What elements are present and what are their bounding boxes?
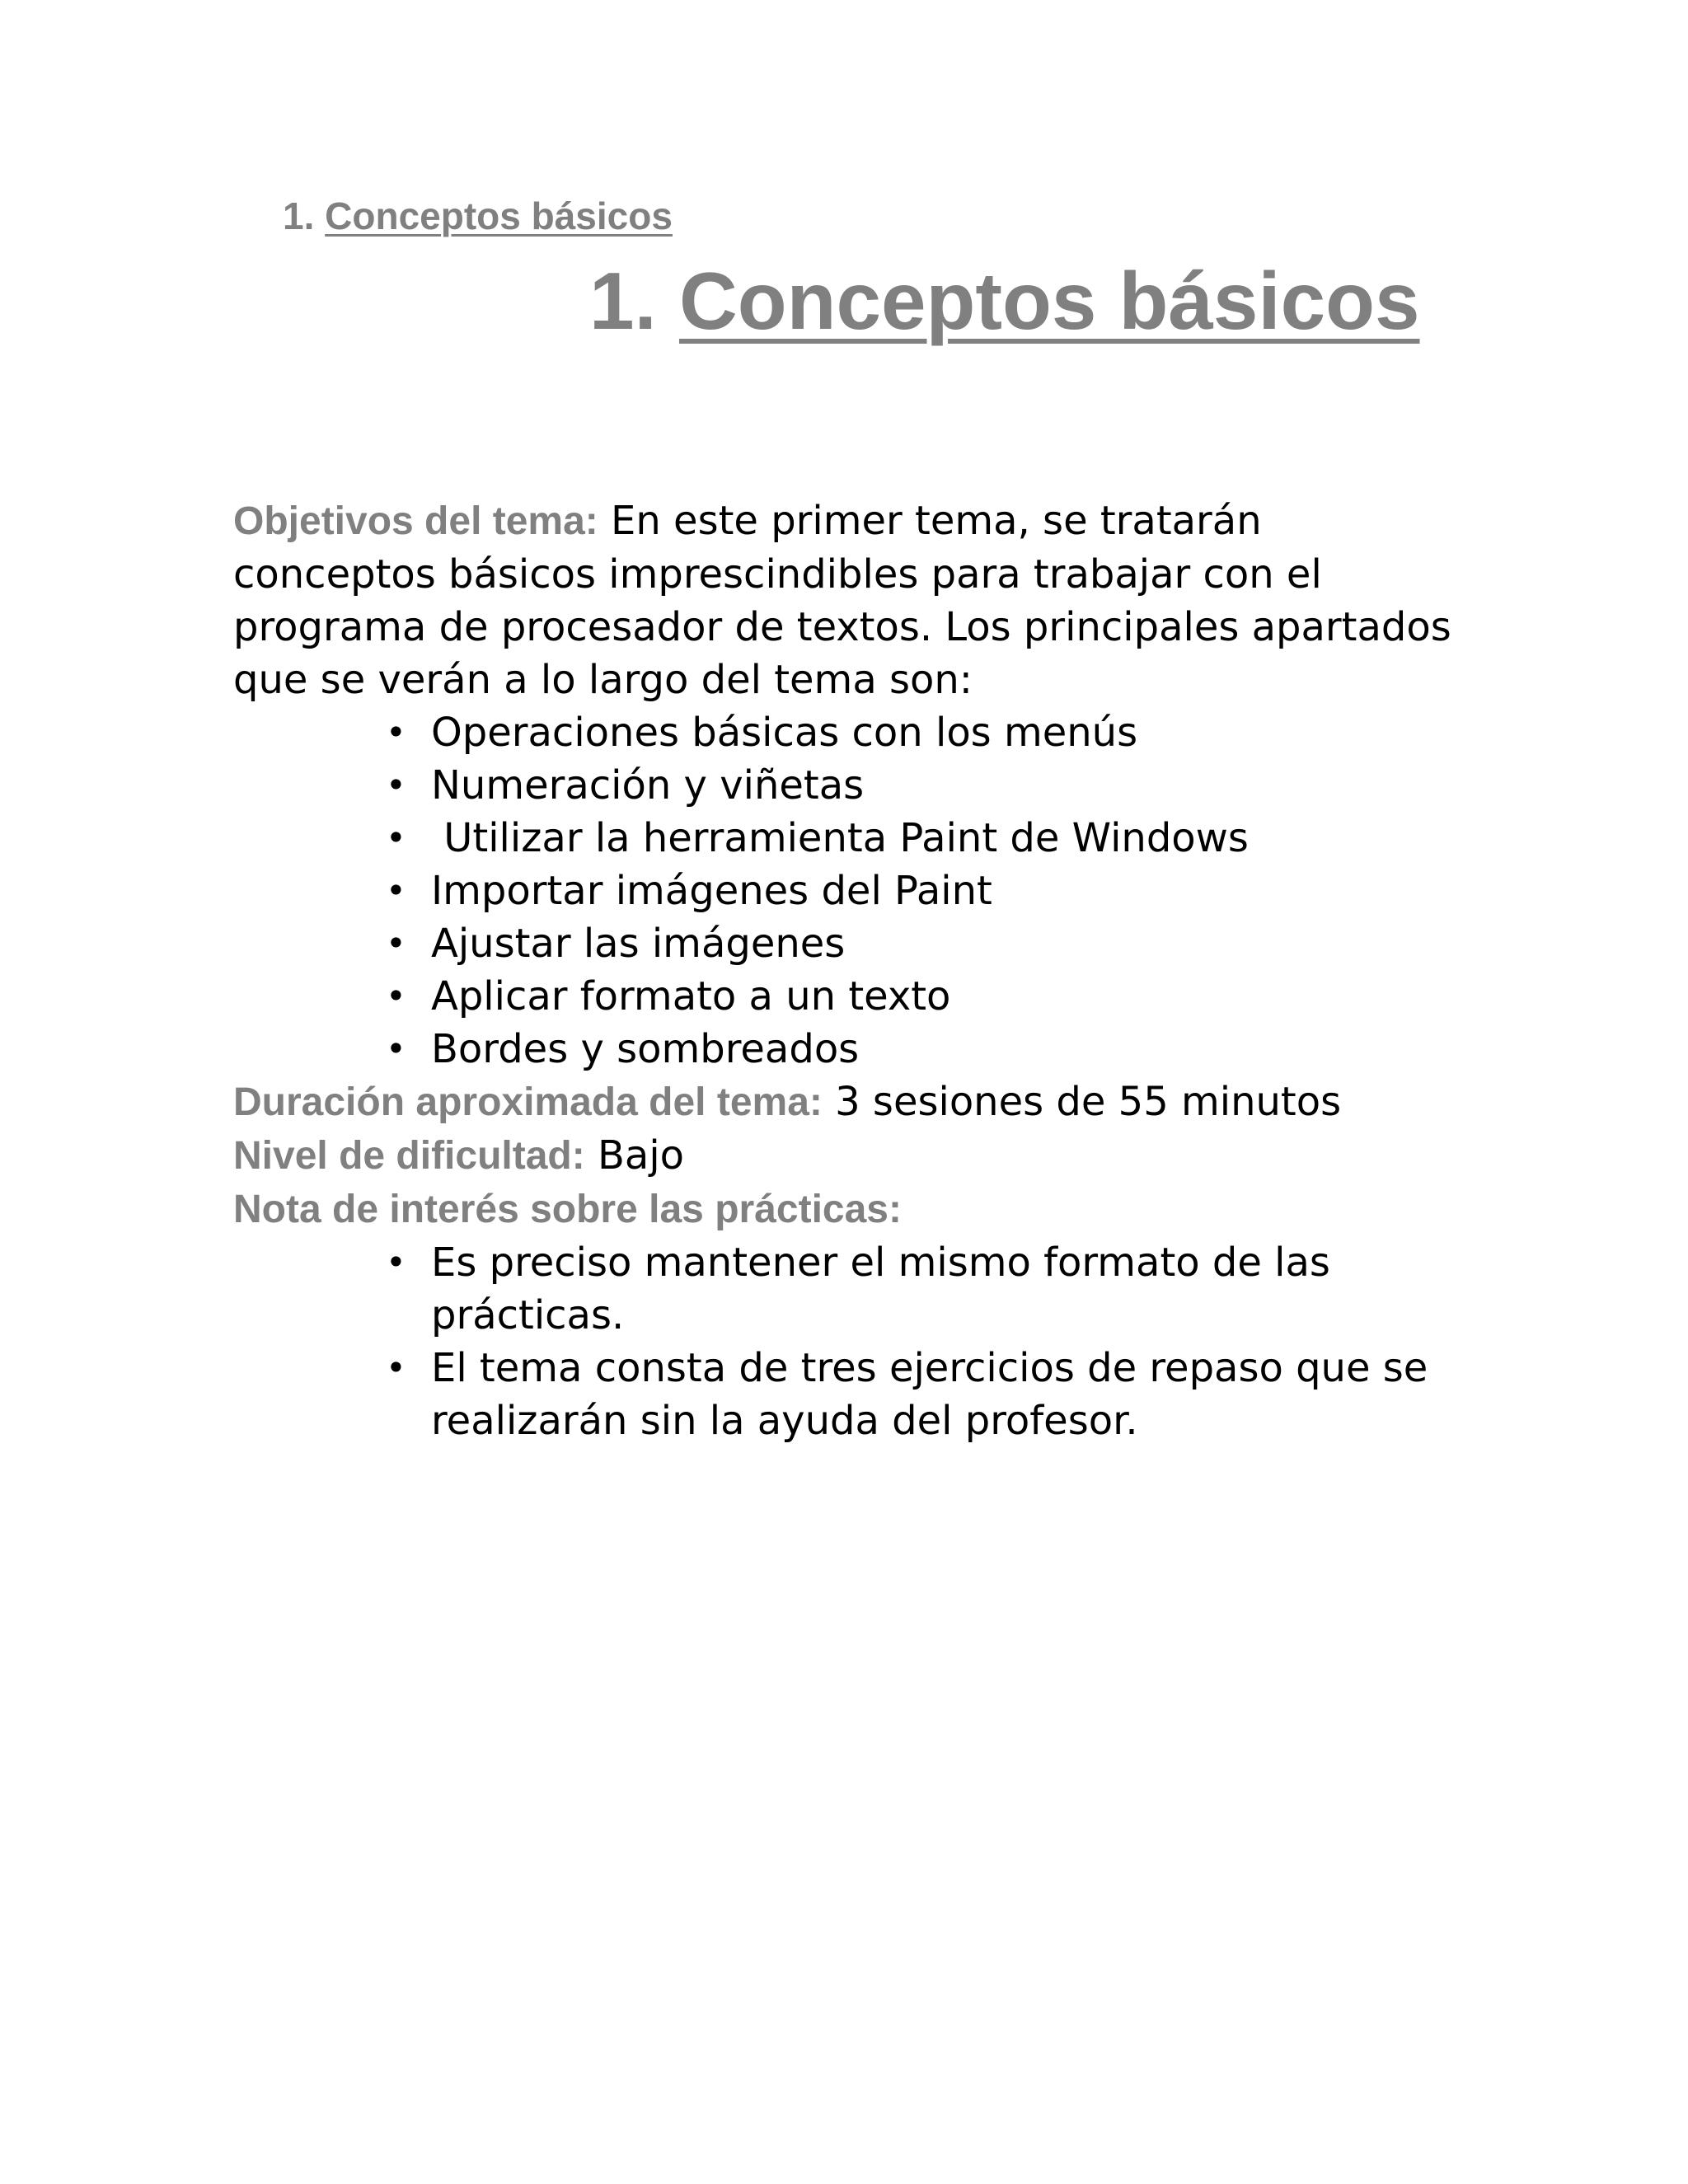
list-item-text: Operaciones básicas con los menús [431, 710, 1138, 756]
difficulty-value: Bajo [584, 1132, 685, 1179]
list-item-text: Utilizar la herramienta Paint de Windows [431, 815, 1249, 861]
list-item [233, 970, 1453, 1023]
objectives-paragraph [233, 494, 1453, 706]
difficulty-label: Nivel de dificultad: [233, 1134, 585, 1178]
list-item-text: Numeración y viñetas [431, 762, 865, 808]
objectives-label: Objetivos del tema: [233, 499, 598, 543]
toc-entry[interactable] [283, 191, 673, 241]
toc-number: 1. [283, 194, 315, 237]
list-item-text: Importar imágenes del Paint [431, 868, 992, 914]
bullet-icon: • [386, 765, 406, 805]
bullet-icon: • [386, 923, 406, 963]
heading-number: 1. [589, 255, 657, 346]
list-item [233, 865, 1453, 917]
list-item [233, 1342, 1453, 1447]
objectives-text: En este primer tema, se tratarán conceptos básicos imprescindibles para trabajar con el programa de procesador de textos. Los principales apartados que se verán a lo largo del tema son: [233, 498, 1451, 703]
heading-link[interactable]: Conceptos básicos [678, 255, 1420, 346]
bullet-icon: • [386, 712, 406, 752]
notes-list [233, 1236, 1453, 1447]
document-body [233, 494, 1453, 1447]
list-item-text: Es preciso mantener el mismo formato de las prácticas. [431, 1240, 1330, 1338]
list-item [233, 812, 1453, 865]
bullet-icon: • [386, 818, 406, 858]
list-item [233, 759, 1453, 812]
list-item [233, 706, 1453, 759]
list-item-text: Ajustar las imágenes [431, 921, 846, 967]
list-item-text: El tema consta de tres ejercicios de repaso que se realizarán sin la ayuda del profesor. [431, 1345, 1428, 1444]
toc-link[interactable]: Conceptos básicos [325, 194, 673, 237]
bullet-icon: • [386, 1242, 406, 1282]
list-item [233, 917, 1453, 970]
list-item [233, 1023, 1453, 1076]
duration-value: 3 sesiones de 55 minutos [822, 1079, 1342, 1125]
page-title [589, 247, 1420, 354]
notes-heading [233, 1183, 1453, 1236]
objectives-list [233, 706, 1453, 1076]
duration-label: Duración aproximada del tema: [233, 1080, 823, 1124]
notes-label: Nota de interés sobre las prácticas: [233, 1188, 902, 1231]
list-item-text: Aplicar formato a un texto [431, 973, 951, 1019]
bullet-icon: • [386, 1029, 406, 1069]
list-item-text: Bordes y sombreados [431, 1026, 860, 1072]
bullet-icon: • [386, 976, 406, 1016]
duration-line [233, 1076, 1453, 1129]
difficulty-line [233, 1129, 1453, 1183]
list-item [233, 1236, 1453, 1342]
bullet-icon: • [386, 870, 406, 911]
bullet-icon: • [386, 1347, 406, 1388]
